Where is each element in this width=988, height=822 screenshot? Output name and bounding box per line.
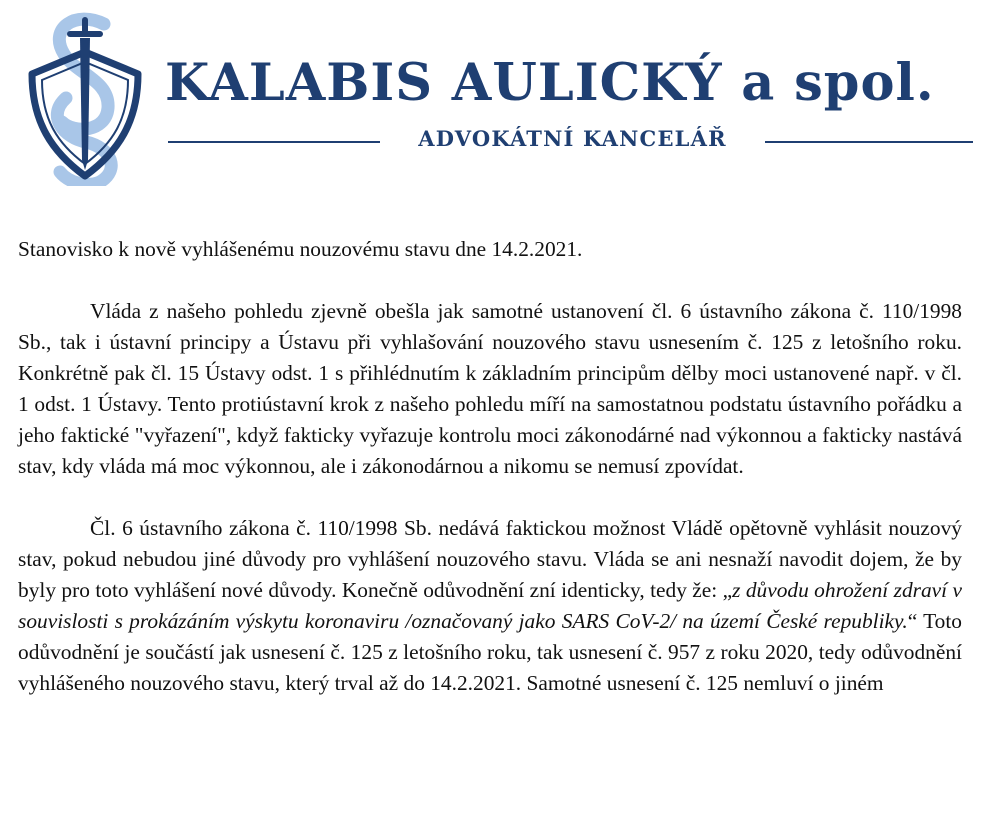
letterhead bbox=[0, 0, 988, 200]
letterhead-rule-right bbox=[765, 141, 973, 143]
firm-name: KALABIS AULICKÝ a spol. bbox=[165, 53, 935, 113]
letterhead-rule-left bbox=[168, 141, 380, 143]
document-title: Stanovisko k nově vyhlášenému nouzovému stavu dne 14.2.2021. bbox=[18, 237, 583, 261]
paragraph-2-quote: z důvodu ohrožení zdraví v souvislosti s prokázáním výskytu koronaviru /označovaný jako SARS CoV-2/ na území České republiky. bbox=[18, 578, 962, 633]
paragraph-2-text-start: Čl. 6 ústavního zákona č. 110/1998 Sb. nedává faktickou možnost Vládě opětovně vyhlásit nouzový stav, pokud nebudou jiné důvody pro vyhlášení nouzového stavu. Vláda se ani nesnaží navodit dojem, že by byly pro toto vyhlášení nové důvody. Konečně odůvodnění zní identicky, tedy že: „ bbox=[18, 516, 962, 602]
paragraph-1: Vláda z našeho pohledu zjevně obešla jak samotné ustanovení čl. 6 ústavního zákona č. 110/1998 Sb., tak i ústavní principy a Ústavu při vyhlašování nouzového stavu usnesením č. 125 z letošního roku. Konkrétně pak čl. 15 Ústavy odst. 1 s přihlédnutím k základním principům dělby moci ustanovené např. v čl. 1 odst. 1 Ústavy. Tento protiústavní krok z našeho pohledu míří na samostatnou podstatu ústavního pořádku a jeho faktické "vyřazení", když fakticky vyřazuje kontrolu moci zákonodárné nad výkonnou a fakticky nastává stav, kdy vláda má moc výkonnou, ale i zákonodárnou a nikomu se nemusí zpovídat. bbox=[18, 299, 962, 478]
paragraph-2 bbox=[18, 513, 962, 699]
document-body bbox=[18, 234, 962, 699]
paragraph-2-text-end: “ Toto odůvodnění je součástí jak usnesení č. 125 z letošního roku, tak usnesení č. 957 z roku 2020, tedy odůvodnění vyhlášeného nouzového stavu, který trval až do 14.2.2021. Samotné usnesení č. 125 nemluví o jiném bbox=[18, 609, 962, 695]
shield-sword-section-sign-icon bbox=[26, 10, 144, 186]
firm-subtitle: ADVOKÁTNÍ KANCELÁŘ bbox=[418, 126, 727, 151]
